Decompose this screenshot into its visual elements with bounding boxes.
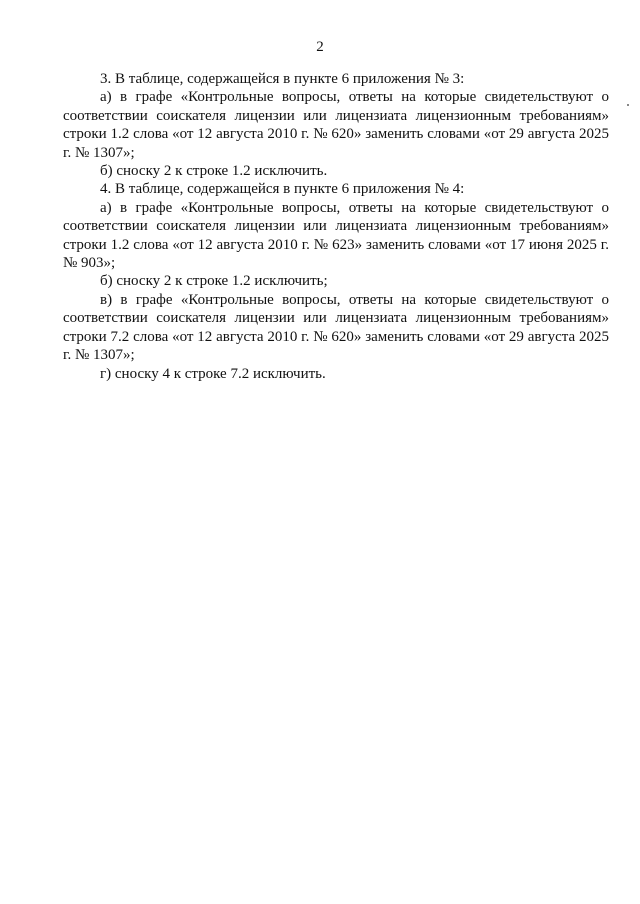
item-3-a: а) в графе «Контрольные вопросы, ответы на которые свидетельствуют о соответствии соискателя лицензии или лицензиата лицензионным требованиям» строки 1.2 слова «от 12 августа 2010 г. № 620» заменить словами «от 29 августа 2025 г. № 1307»; bbox=[63, 89, 609, 161]
item-3-heading: 3. В таблице, содержащейся в пункте 6 приложения № 3: bbox=[100, 71, 465, 87]
scan-dot bbox=[627, 104, 629, 106]
item-4-heading: 4. В таблице, содержащейся в пункте 6 приложения № 4: bbox=[100, 181, 465, 198]
item-3-b: б) сноску 2 к строке 1.2 исключить. bbox=[100, 163, 328, 180]
item-4-g: г) сноску 4 к строке 7.2 исключить. bbox=[100, 365, 326, 382]
page-number: 2 bbox=[316, 39, 324, 55]
item-4-a: а) в графе «Контрольные вопросы, ответы на которые свидетельствуют о соответствии соискателя лицензии или лицензиата лицензионным требованиям» строки 1.2 слова «от 12 августа 2010 г. № 623» заменить словами «от 17 июня 2025 г. № 903»; bbox=[63, 199, 609, 272]
item-4-b: б) сноску 2 к строке 1.2 исключить; bbox=[100, 273, 328, 290]
document-body bbox=[63, 70, 609, 383]
item-4-v: в) в графе «Контрольные вопросы, ответы на которые свидетельствуют о соответствии соискателя лицензии или лицензиата лицензионным требованиям» строки 7.2 слова «от 12 августа 2010 г. № 620» заменить словами «от 29 августа 2025 г. № 1307»; bbox=[63, 291, 609, 364]
